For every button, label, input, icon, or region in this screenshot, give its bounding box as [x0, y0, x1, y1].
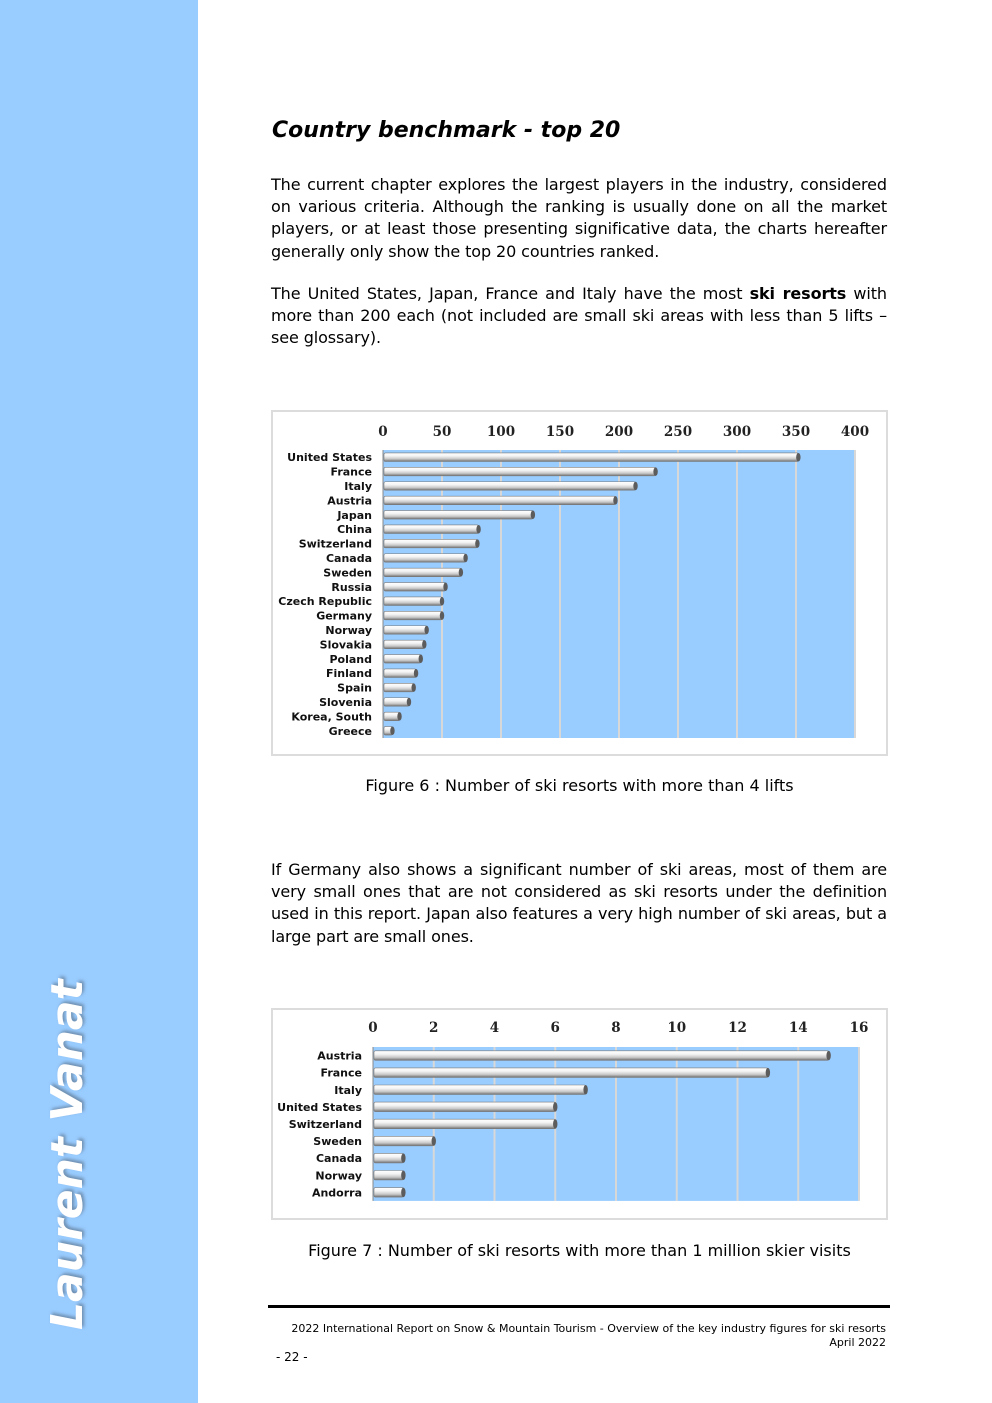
chart-ski-resorts-box: [271, 410, 888, 756]
bar: [374, 1119, 555, 1129]
section-title: Country benchmark - top 20: [272, 118, 621, 143]
category-label: Poland: [329, 652, 372, 666]
bar-end-cap: [422, 640, 426, 649]
tick-label: 50: [432, 424, 452, 440]
bar-end-cap: [443, 583, 447, 592]
bar: [384, 626, 427, 635]
tick-label: 12: [728, 1020, 747, 1036]
category-label: Korea, South: [291, 710, 372, 724]
tick-label: 10: [667, 1020, 687, 1036]
tick-label: 250: [663, 424, 693, 440]
bar-end-cap: [553, 1102, 557, 1112]
category-label: Italy: [334, 1083, 362, 1097]
chart-ski-resorts: [273, 412, 890, 758]
bar-end-cap: [583, 1085, 587, 1095]
category-label: Spain: [337, 681, 372, 695]
tick-label: 6: [550, 1020, 560, 1036]
bar-end-cap: [414, 669, 418, 678]
bar-end-cap: [476, 525, 480, 534]
bar-end-cap: [440, 597, 444, 606]
bar: [384, 568, 461, 577]
bar-end-cap: [424, 626, 428, 635]
footer-info: [291, 1322, 886, 1350]
page-number: - 22 -: [276, 1350, 308, 1364]
bar: [384, 482, 636, 491]
category-label: Czech Republic: [278, 595, 372, 609]
category-label: United States: [277, 1100, 362, 1114]
bar-end-cap: [407, 698, 411, 707]
bar: [384, 554, 466, 563]
bar-end-cap: [766, 1068, 770, 1078]
bar-end-cap: [826, 1051, 830, 1061]
tick-label: 4: [489, 1020, 500, 1036]
ski-resorts-text-end: with more than 200 each (not included are small ski areas with less than 5 lifts – see glossary).: [271, 284, 887, 348]
bar: [384, 640, 424, 649]
bar: [384, 669, 416, 678]
ski-resorts-paragraph: [271, 283, 887, 350]
bar: [374, 1051, 829, 1061]
tick-label: 200: [604, 424, 634, 440]
tick-label: 150: [545, 424, 575, 440]
bar-end-cap: [401, 1188, 405, 1198]
category-label: Andorra: [311, 1186, 362, 1200]
tick-label: 16: [849, 1020, 869, 1036]
ski-resorts-bold: ski resorts: [749, 284, 847, 303]
category-label: United States: [287, 451, 372, 465]
category-label: Austria: [327, 494, 372, 508]
footer-date: April 2022: [829, 1336, 886, 1349]
category-label: France: [320, 1066, 362, 1080]
bar-end-cap: [401, 1153, 405, 1163]
category-label: Switzerland: [298, 537, 372, 551]
bar-end-cap: [459, 568, 463, 577]
bar-end-cap: [397, 712, 401, 721]
bar: [384, 511, 533, 520]
footer-divider: [268, 1305, 890, 1308]
bar: [374, 1171, 403, 1181]
figure-7-caption: Figure 7 : Number of ski resorts with more than 1 million skier visits: [308, 1241, 851, 1260]
bar: [374, 1136, 434, 1146]
bar-end-cap: [553, 1119, 557, 1129]
tick-label: 350: [781, 424, 811, 440]
bar: [374, 1068, 768, 1078]
bar: [384, 496, 615, 505]
bar-end-cap: [401, 1171, 405, 1181]
bar: [384, 712, 400, 721]
bar: [384, 539, 477, 548]
bar: [374, 1153, 403, 1163]
bar-end-cap: [633, 482, 637, 491]
tick-label: 400: [840, 424, 870, 440]
ski-resorts-text-start: The United States, Japan, France and Italy have the most: [271, 284, 750, 303]
category-label: Switzerland: [288, 1117, 362, 1131]
category-label: Russia: [331, 580, 372, 594]
author-name: Laurent Vanat: [42, 979, 93, 1330]
tick-label: 100: [486, 424, 516, 440]
bar: [384, 453, 798, 462]
bar: [374, 1102, 555, 1112]
category-label: Norway: [315, 1169, 362, 1183]
category-label: Germany: [316, 609, 372, 623]
category-label: China: [337, 523, 372, 537]
bar: [374, 1188, 403, 1198]
bar: [384, 611, 442, 620]
bar: [374, 1085, 586, 1095]
bar: [384, 597, 442, 606]
bar-end-cap: [796, 453, 800, 462]
category-label: Slovenia: [319, 696, 372, 709]
bar-end-cap: [475, 539, 479, 548]
bar-end-cap: [432, 1136, 436, 1146]
tick-label: 2: [429, 1020, 439, 1036]
tick-label: 8: [611, 1020, 621, 1036]
bar-end-cap: [419, 655, 423, 664]
tick-label: 0: [378, 424, 388, 440]
tick-label: 0: [368, 1020, 378, 1036]
category-label: Finland: [325, 667, 372, 681]
germany-paragraph: If Germany also shows a significant number of ski areas, most of them are very small ones that are not considered as ski resorts under the definition used in this report. Japan also features a very high number of ski areas, but a large part are small ones.: [271, 860, 887, 946]
bar-end-cap: [531, 511, 535, 520]
category-label: Canada: [315, 1152, 362, 1166]
bar: [384, 655, 421, 664]
figure-6-caption: Figure 6 : Number of ski resorts with more than 4 lifts: [365, 776, 794, 795]
bar-end-cap: [653, 467, 657, 476]
tick-label: 14: [788, 1020, 808, 1036]
bar: [384, 683, 414, 692]
category-label: France: [330, 465, 372, 479]
category-label: Italy: [344, 480, 372, 493]
category-label: Austria: [317, 1049, 362, 1063]
category-label: Greece: [328, 724, 372, 738]
category-label: Slovakia: [319, 638, 372, 652]
bar-end-cap: [411, 683, 415, 692]
tick-label: 300: [722, 424, 752, 440]
bar: [384, 525, 479, 534]
category-label: Sweden: [323, 566, 372, 580]
category-label: Canada: [325, 552, 372, 565]
bar-end-cap: [463, 554, 467, 563]
chart-million-visits: [273, 1010, 890, 1222]
sidebar: [0, 0, 198, 1403]
bar-end-cap: [440, 611, 444, 620]
bar-end-cap: [390, 727, 394, 736]
footer-report-title: 2022 International Report on Snow & Mountain Tourism - Overview of the key industry figures for ski resorts: [291, 1322, 886, 1335]
bar: [384, 698, 409, 707]
intro-paragraph: The current chapter explores the largest players in the industry, considered on various criteria. Although the ranking is usually done on all the market players, or at least those presenting significative data, the charts hereafter generally only show the top 20 countries ranked.: [271, 175, 887, 261]
bar: [384, 467, 656, 476]
bar: [384, 583, 446, 592]
chart-million-visits-box: [271, 1008, 888, 1220]
category-label: Norway: [325, 624, 372, 637]
category-label: Sweden: [313, 1135, 362, 1149]
category-label: Japan: [337, 508, 372, 522]
bar-end-cap: [613, 496, 617, 505]
